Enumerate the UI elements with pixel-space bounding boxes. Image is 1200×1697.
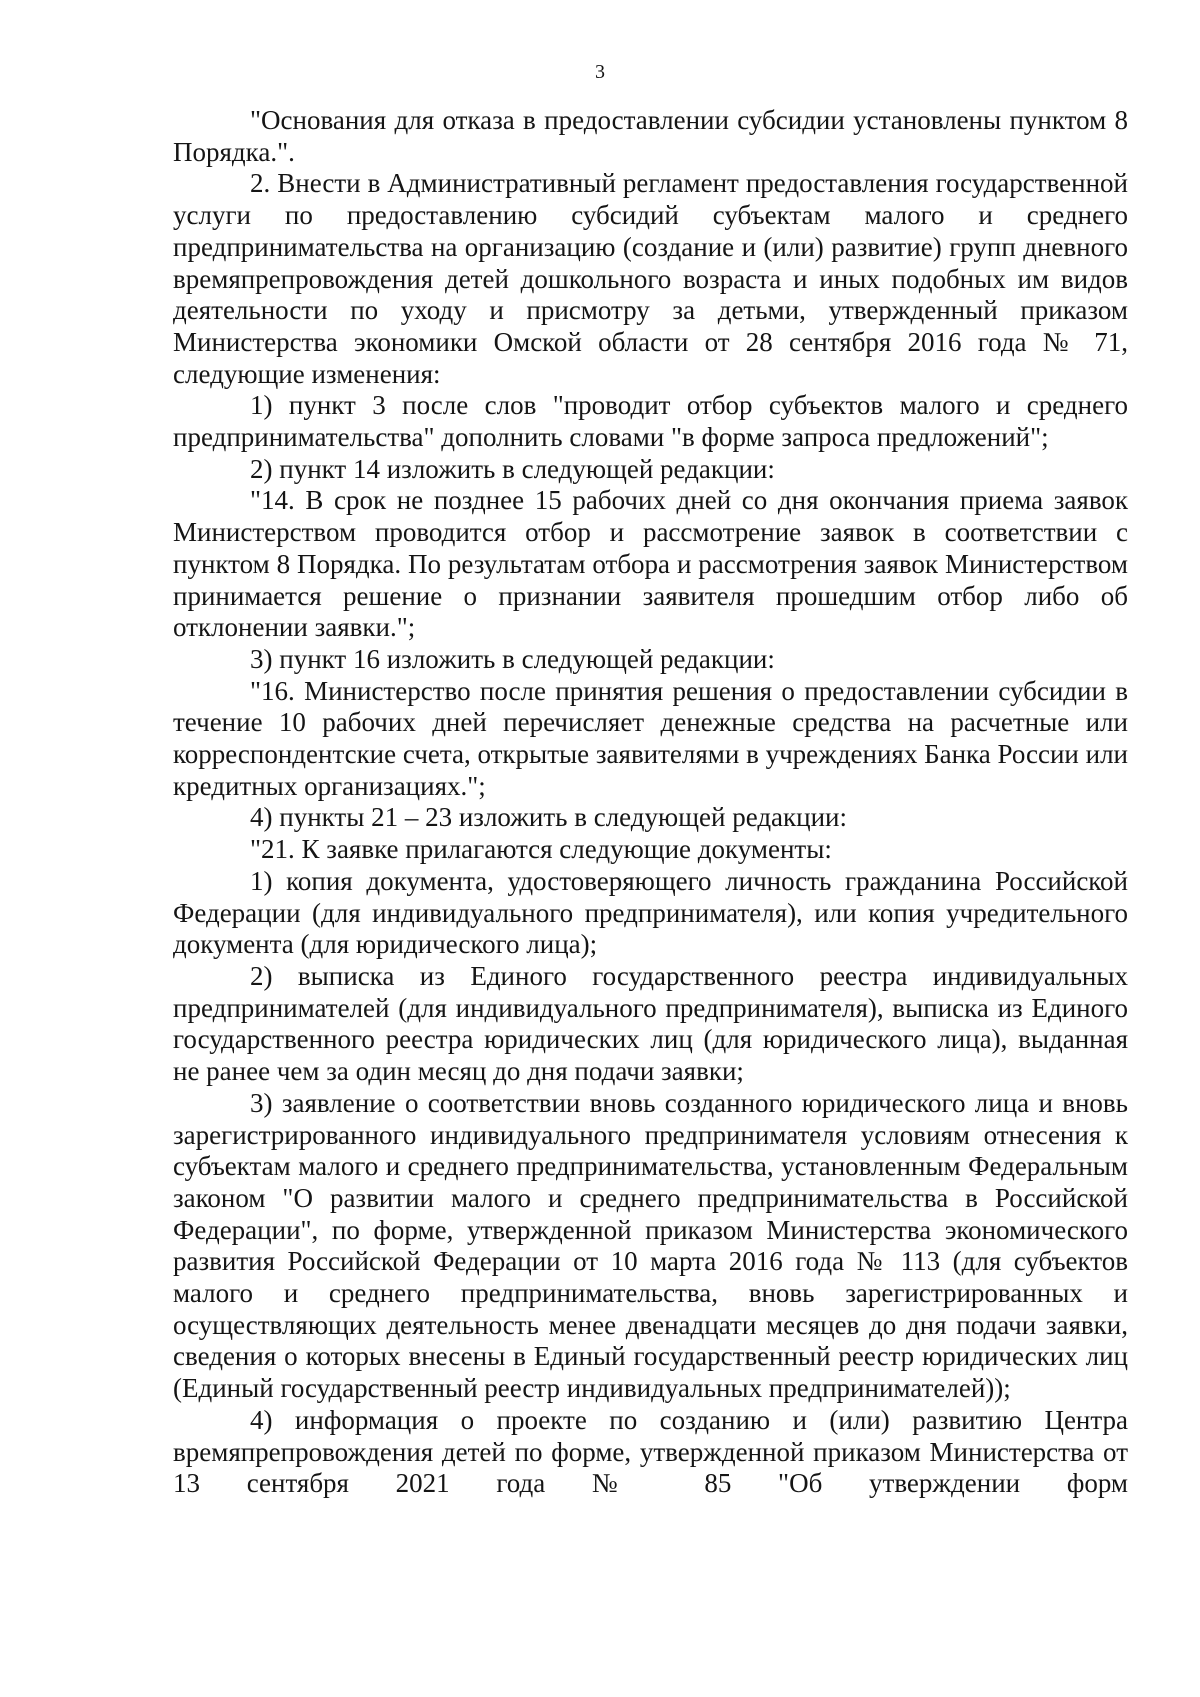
paragraph: 2. Внести в Административный регламент предоставления государственной услуги по предоставлению субсидий субъектам малого и среднего предпринимательства на организацию (создание и (или) развитие) групп дневного времяпрепровождения детей дошкольного возраста и иных подобных им видов деятельности по уходу и присмотру за детьми, утвержденный приказом Министерства экономики Омской области от 28 сентября 2016 года № 71, следующие изменения: xyxy=(173,168,1128,389)
paragraph: "21. К заявке прилагаются следующие документы: xyxy=(250,834,832,865)
paragraph: 3) пункт 16 изложить в следующей редакции: xyxy=(250,643,775,674)
paragraph: 1) пункт 3 после слов "проводит отбор субъектов малого и среднего предпринимательства" дополнить словами "в форме запроса предложений"; xyxy=(173,390,1128,453)
paragraph: "Основания для отказа в предоставлении субсидии установлены пунктом 8 Порядка.". xyxy=(173,105,1128,167)
paragraph: "14. В срок не позднее 15 рабочих дней со дня окончания приема заявок Министерством проводится отбор и рассмотрение заявок в соответствии с пунктом 8 Порядка. По результатам отбора и рассмотрения заявок Министерством принимается решение о признании заявителя прошедшим отбор либо об отклонении заявки."; xyxy=(173,485,1128,643)
paragraph: 4) информация о проекте по созданию и (или) развитию Центра времяпрепровождения детей по форме, утвержденной приказом Министерства от 13 сентября 2021 года № 85 "Об утверждении форм xyxy=(173,1404,1128,1499)
paragraph: 4) пункты 21 – 23 изложить в следующей редакции: xyxy=(250,802,848,833)
paragraph: 2) выписка из Единого государственного реестра индивидуальных предпринимателей (для индивидуального предпринимателя), выписка из Единого государственного реестра юридических лиц (для юридического лица), выданная не ранее чем за один месяц до дня подачи заявки; xyxy=(173,960,1128,1087)
document-body xyxy=(173,105,1128,1500)
paragraph: 2) пункт 14 изложить в следующей редакции: xyxy=(250,453,775,484)
paragraph: 1) копия документа, удостоверяющего личность гражданина Российской Федерации (для индивидуального предпринимателя), или копия учредительного документа (для юридического лица); xyxy=(173,865,1128,960)
page-number: 3 xyxy=(595,61,605,83)
paragraph: 3) заявление о соответствии вновь созданного юридического лица и вновь зарегистрированного индивидуального предпринимателя условиям отнесения к субъектам малого и среднего предпринимательства, установленным Федеральным законом "О развитии малого и среднего предпринимательства в Российской Федерации", по форме, утвержденной приказом Министерства экономического развития Российской Федерации от 10 марта 2016 года № 113 (для субъектов малого и среднего предпринимательства, вновь зарегистрированных и осуществляющих деятельность менее двенадцати месяцев до дня подачи заявки, сведения о которых внесены в Единый государственный реестр юридических лиц (Единый государственный реестр индивидуальных предпринимателей)); xyxy=(173,1087,1128,1404)
paragraph: "16. Министерство после принятия решения о предоставлении субсидии в течение 10 рабочих дней перечисляет денежные средства на расчетные или корреспондентские счета, открытые заявителями в учреждениях Банка России или кредитных организациях."; xyxy=(173,675,1128,801)
